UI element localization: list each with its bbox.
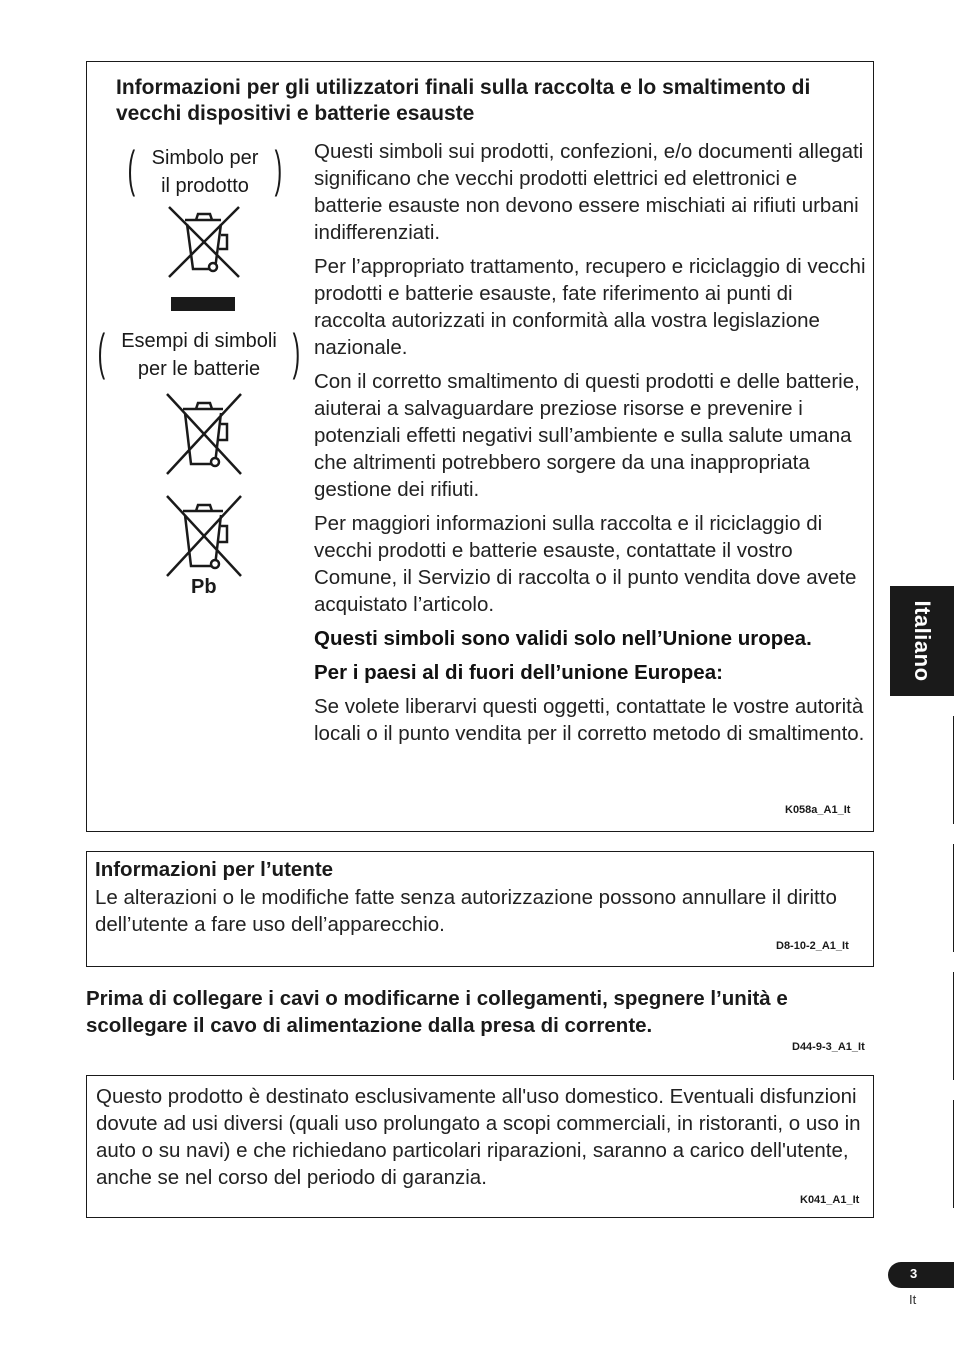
page-lang-code: It — [909, 1292, 917, 1307]
page-number-badge — [888, 1262, 954, 1288]
weee-closing: Se volete liberarvi questi oggetti, contattate le vostre autorità locali o il punto vendita per il corretto metodo di smaltimento. — [314, 695, 865, 745]
battery-crossed-bin-icon — [163, 392, 245, 476]
battery-symbol-label-line2: per le batterie — [137, 358, 261, 380]
left-paren: ( — [127, 141, 136, 197]
language-tab — [890, 586, 954, 696]
power-warning: Prima di collegare i cavi o modificarne i collegamenti, spegnere l’unità e scollegare il cavo di alimentazione dalla presa di corrente. — [86, 987, 788, 1037]
weee-code: K058a_A1_It — [785, 804, 851, 816]
battery-symbol-label — [97, 324, 301, 383]
language-tab-label: Italiano — [910, 600, 935, 682]
weee-paragraph-4: Per maggiori informazioni sulla raccolta e il riciclaggio di vecchi prodotti e batterie esauste, contattate il vostro Comune, il Servizio di raccolta o il punto vendita dove avete acquistato l’articolo. — [314, 512, 857, 616]
product-symbol-label-line2: il prodotto — [161, 175, 249, 197]
pb-label: Pb — [191, 576, 217, 598]
weee-paragraph-3: Con il corretto smaltimento di questi prodotti e delle batterie, aiuterai a salvaguardare preziose risorse e prevenire i potenziali effetti negativi sull’ambiente e sulla salute umana che altrimenti potrebbero sorgere da una inappropriata gestione dei rifiuti. — [314, 370, 860, 501]
weee-text — [314, 138, 866, 754]
user-info-box — [86, 851, 874, 967]
product-symbol-label-line1: Simbolo per — [151, 147, 259, 169]
weee-paragraph-1: Questi simboli sui prodotti, confezioni, e/o documenti allegati significano che vecchi prodotti elettrici ed elettronici e batterie esauste non devono essere mischiati ai rifiuti urbani indifferenziati. — [314, 140, 864, 244]
domestic-use-code: K041_A1_It — [800, 1194, 860, 1206]
product-symbol-label — [127, 141, 283, 200]
weee-title: Informazioni per gli utilizzatori finali sulla raccolta e lo smaltimento di vecchi dispositivi e batterie esauste — [116, 76, 811, 125]
weee-paragraph-2: Per l’appropriato trattamento, recupero e riciclaggio di vecchi prodotti e batterie esauste, fate riferimento ai punti di raccolta autorizzati in conformità alla vostra legislazione nazionale. — [314, 255, 866, 359]
user-info-text: Le alterazioni o le modifiche fatte senza autorizzazione possono annullare il diritto dell’utente a fare uso dell’apparecchio. — [95, 886, 837, 936]
power-warning-code: D44-9-3_A1_It — [792, 1041, 865, 1053]
left-paren: ( — [97, 324, 106, 380]
domestic-use-box — [86, 1075, 874, 1218]
black-bar — [171, 297, 235, 311]
right-paren: ) — [274, 141, 283, 197]
weee-bold-non-eu: Per i paesi al di fuori dell’unione Europea: — [314, 661, 723, 684]
weee-bold-eu: Questi simboli sono validi solo nell’Unione uropea. — [314, 627, 812, 650]
battery-pb-crossed-bin-icon — [163, 494, 245, 578]
battery-symbol-label-line1: Esempi di simboli — [121, 330, 277, 352]
domestic-use-text: Questo prodotto è destinato esclusivamente all'uso domestico. Eventuali disfunzioni dovute ad usi diversi (quali uso prolungato a scopi commerciali, in ristoranti, o uso in auto o su navi) e che richiedano particolari riparazioni, saranno a carico dell'utente, anche se nel corso del periodo di garanzia. — [96, 1085, 861, 1189]
weee-info-box — [86, 61, 874, 832]
crossed-bin-icon — [165, 203, 243, 281]
right-paren: ) — [292, 324, 301, 380]
page-number: 3 — [910, 1266, 918, 1281]
user-info-title: Informazioni per l’utente — [95, 858, 334, 881]
user-info-code: D8-10-2_A1_It — [776, 940, 849, 952]
